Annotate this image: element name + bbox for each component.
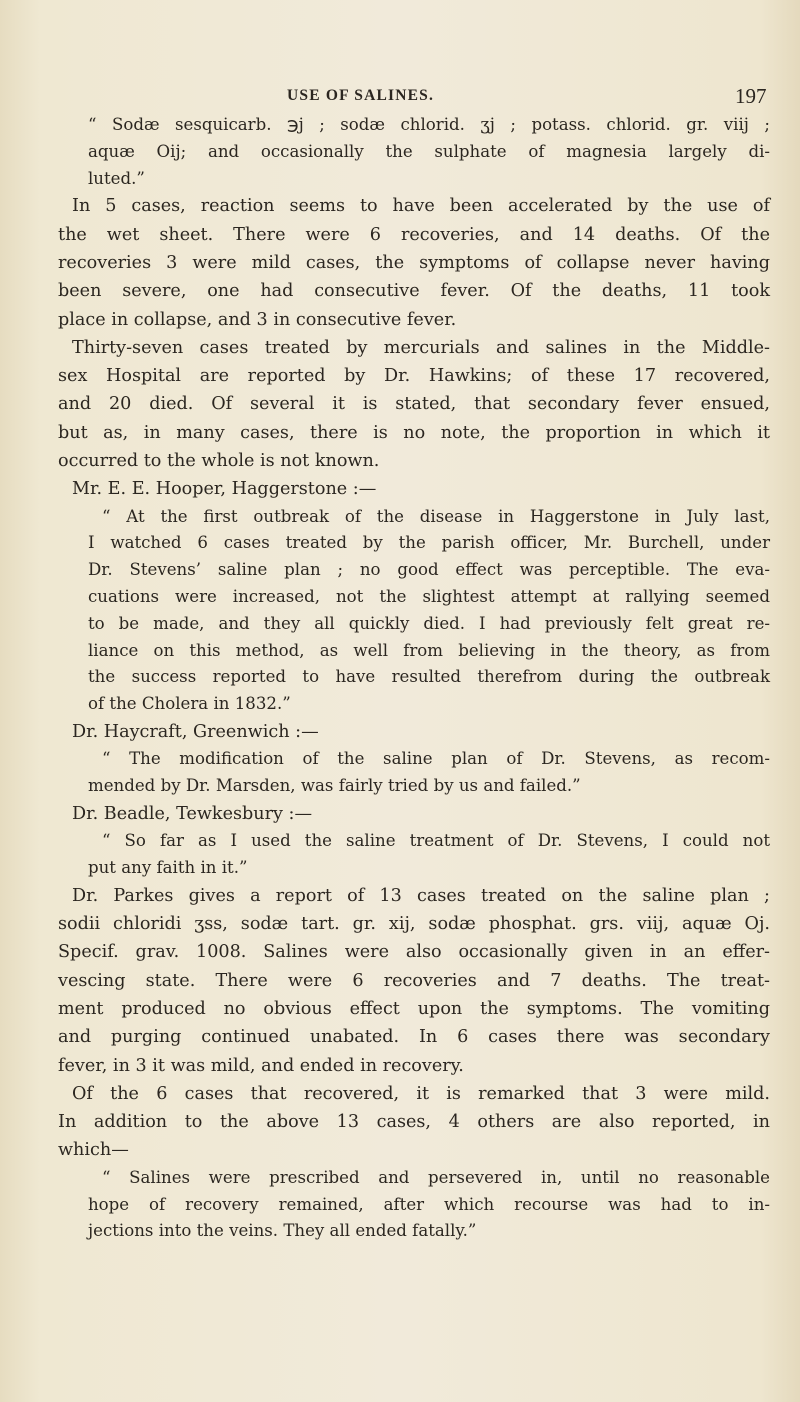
text-line: sodii chloridi ʒss, sodæ tart. gr. xij, sodæ phosphat. grs. viij, aquæ Oj.	[58, 914, 770, 935]
running-head: USE OF SALINES.	[287, 87, 435, 104]
text-line: Dr. Beadle, Tewkesbury :—	[72, 803, 313, 824]
paragraph-p7	[58, 746, 770, 800]
text-line: Mr. E. E. Hooper, Haggerstone :—	[72, 479, 377, 500]
text-line: mended by Dr. Marsden, was fairly tried by us and failed.”	[88, 776, 581, 796]
paragraph-p5	[58, 504, 770, 718]
text-line: Dr. Stevens’ saline plan ; no good effect was perceptible. The eva-	[88, 560, 770, 580]
text-line: put any faith in it.”	[88, 858, 248, 878]
text-line: Of the 6 cases that recovered, it is remarked that 3 were mild.	[72, 1083, 770, 1104]
paragraph-p11	[58, 1080, 770, 1165]
text-line: In addition to the above 13 cases, 4 others are also reported, in	[58, 1112, 770, 1133]
text-line: I watched 6 cases treated by the parish officer, Mr. Burchell, under	[88, 533, 770, 553]
text-line: “ At the first outbreak of the disease in Haggerstone in July last,	[102, 506, 770, 526]
paragraph-p4	[58, 475, 770, 503]
text-line: “ So far as I used the saline treatment of Dr. Stevens, I could not	[102, 831, 770, 851]
page-number: 197	[735, 84, 767, 108]
text-line: cuations were increased, not the slightest attempt at rallying seemed	[88, 587, 770, 607]
text-line: hope of recovery remained, after which recourse was had to in-	[88, 1194, 770, 1214]
paragraph-p8	[58, 800, 770, 828]
text-line: recoveries 3 were mild cases, the symptoms of collapse never having	[58, 252, 770, 273]
text-line: vescing state. There were 6 recoveries and 7 deaths. The treat-	[58, 970, 770, 991]
text-line: and purging continued unabated. In 6 cases there was secondary	[58, 1027, 770, 1048]
text-line: Thirty-seven cases treated by mercurials and salines in the Middle-	[72, 337, 770, 358]
text-line: jections into the veins. They all ended fatally.”	[88, 1221, 477, 1241]
text-line: In 5 cases, reaction seems to have been accelerated by the use of	[72, 196, 770, 217]
text-line: of the Cholera in 1832.”	[88, 694, 291, 714]
text-line: “ Sodæ sesquicarb. ℈j ; sodæ chlorid. ʒj ; potass. chlorid. gr. viij ;	[88, 115, 770, 134]
text-line: been severe, one had consecutive fever. Of the deaths, 11 took	[58, 281, 770, 302]
paragraph-p6	[58, 718, 770, 746]
text-line: Dr. Haycraft, Greenwich :—	[72, 722, 319, 743]
page-header	[0, 84, 800, 114]
paragraph-p12	[58, 1165, 770, 1245]
paragraph-p2	[58, 192, 770, 333]
text-line: liance on this method, as well from believing in the theory, as from	[88, 640, 770, 660]
paragraph-p9	[58, 828, 770, 882]
text-line: “ Salines were prescribed and persevered in, until no reasonable	[102, 1167, 770, 1187]
text-line: luted.”	[88, 168, 145, 188]
text-line: the wet sheet. There were 6 recoveries, and 14 deaths. Of the	[58, 224, 770, 245]
text-line: occurred to the whole is not known.	[58, 451, 380, 472]
text-line: fever, in 3 it was mild, and ended in recovery.	[58, 1055, 464, 1076]
text-line: and 20 died. Of several it is stated, that secondary fever ensued,	[58, 394, 770, 415]
text-line: to be made, and they all quickly died. I had previously felt great re-	[88, 613, 770, 633]
text-line: ment produced no obvious effect upon the symptoms. The vomiting	[58, 999, 770, 1019]
page-body	[58, 112, 770, 1245]
text-line: place in collapse, and 3 in consecutive fever.	[58, 309, 457, 330]
text-line: aquæ Oij; and occasionally the sulphate of magnesia largely di-	[88, 141, 770, 161]
text-line: which—	[58, 1140, 129, 1161]
text-line: Specif. grav. 1008. Salines were also occasionally given in an effer-	[58, 942, 770, 963]
text-line: the success reported to have resulted therefrom during the outbreak	[88, 667, 770, 687]
text-line: “ The modification of the saline plan of Dr. Stevens, as recom-	[102, 749, 770, 769]
paragraph-p3	[58, 334, 770, 475]
text-line: sex Hospital are reported by Dr. Hawkins; of these 17 recovered,	[58, 366, 770, 387]
text-line: but as, in many cases, there is no note, the proportion in which it	[58, 422, 770, 443]
text-line: Dr. Parkes gives a report of 13 cases treated on the saline plan ;	[72, 885, 770, 906]
paragraph-p1	[58, 112, 770, 192]
paragraph-p10	[58, 882, 770, 1080]
